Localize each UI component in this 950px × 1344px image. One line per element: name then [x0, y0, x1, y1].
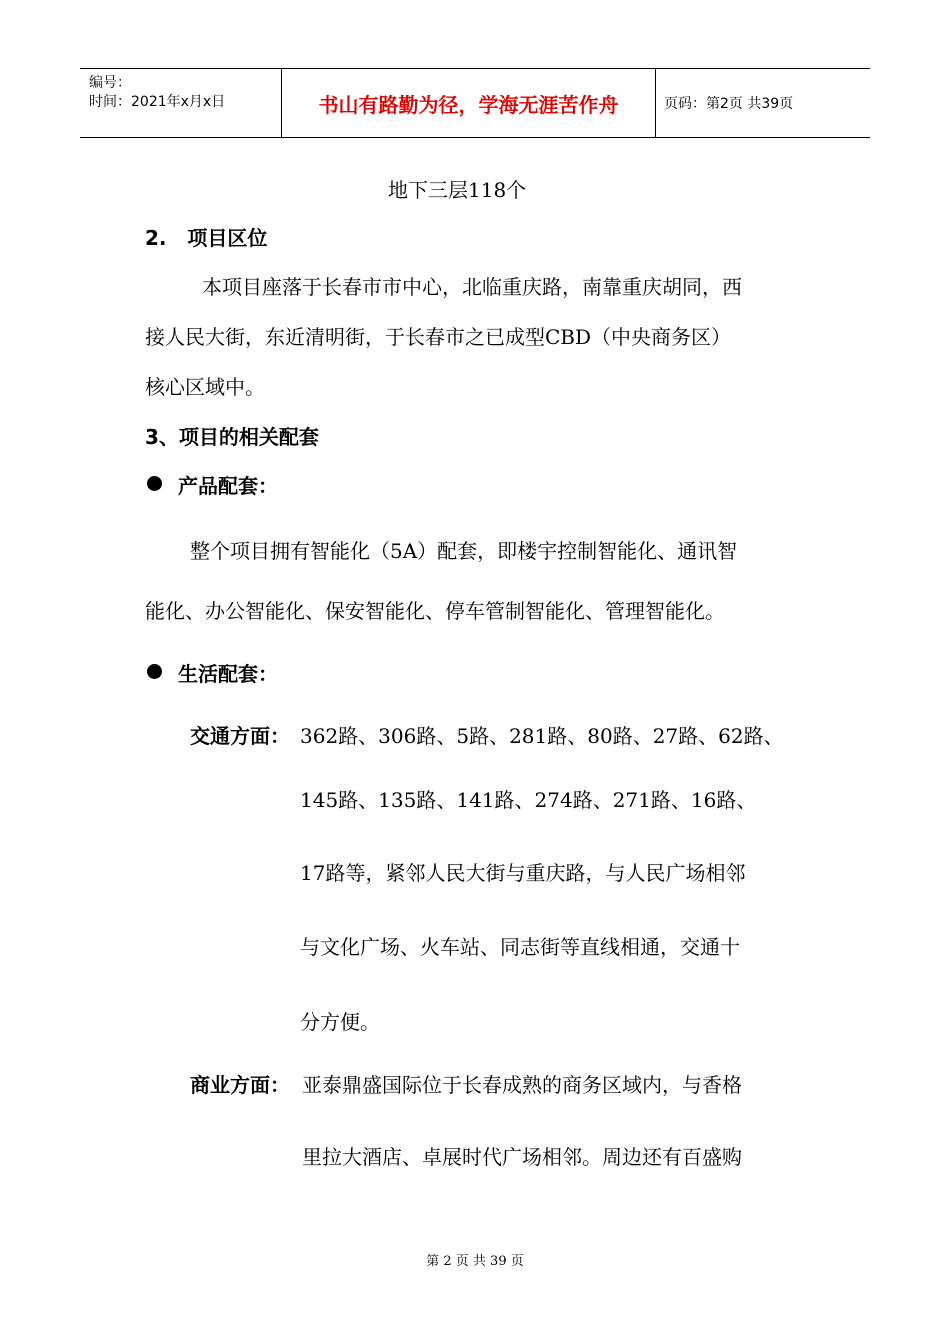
page-header [80, 68, 870, 138]
location-line: 本项目座落于长春市市中心，北临重庆路，南靠重庆胡同，西 [202, 275, 742, 299]
location-line: 接人民大街，东近清明街，于长春市之已成型CBD（中央商务区） [145, 325, 732, 349]
traffic-line: 分方便。 [300, 1010, 380, 1034]
commerce-line: 里拉大酒店、卓展时代广场相邻。周边还有百盛购 [302, 1145, 742, 1169]
header-meta-cell [80, 69, 282, 137]
traffic-line: 17路等，紧邻人民大街与重庆路，与人民广场相邻 [300, 861, 746, 885]
section2-heading: 2. 项目区位 [145, 226, 268, 250]
life-heading: 生活配套： [178, 662, 278, 686]
header-motto: 书山有路勤为径，学海无涯苦作舟 [282, 69, 656, 137]
traffic-line: 145路、135路、141路、274路、271路、16路、 [300, 788, 757, 812]
product-heading: 产品配套： [178, 474, 278, 498]
date-label: 时间：2021年x月x日 [89, 94, 226, 110]
page-footer: 第 2 页 共 39 页 [426, 1254, 524, 1269]
header-page-info: 页码：第2页 共39页 [664, 96, 794, 112]
location-line: 核心区域中。 [145, 375, 265, 399]
section3-heading: 3、项目的相关配套 [145, 425, 319, 449]
bullet-icon [147, 476, 162, 491]
product-line: 整个项目拥有智能化（5A）配套，即楼宇控制智能化、通讯智 [190, 539, 738, 563]
number-label: 编号： [89, 75, 131, 91]
traffic-line: 与文化广场、火车站、同志街等直线相通，交通十 [300, 935, 740, 959]
commerce-line: 亚泰鼎盛国际位于长春成熟的商务区域内，与香格 [302, 1073, 742, 1097]
product-line: 能化、办公智能化、保安智能化、停车管制智能化、管理智能化。 [145, 599, 725, 623]
commerce-label: 商业方面： [190, 1073, 290, 1097]
parking-line: 地下三层118个 [388, 178, 527, 202]
traffic-line: 362路、306路、5路、281路、80路、27路、62路、 [300, 724, 784, 748]
traffic-label: 交通方面： [190, 724, 290, 748]
bullet-icon [147, 664, 162, 679]
